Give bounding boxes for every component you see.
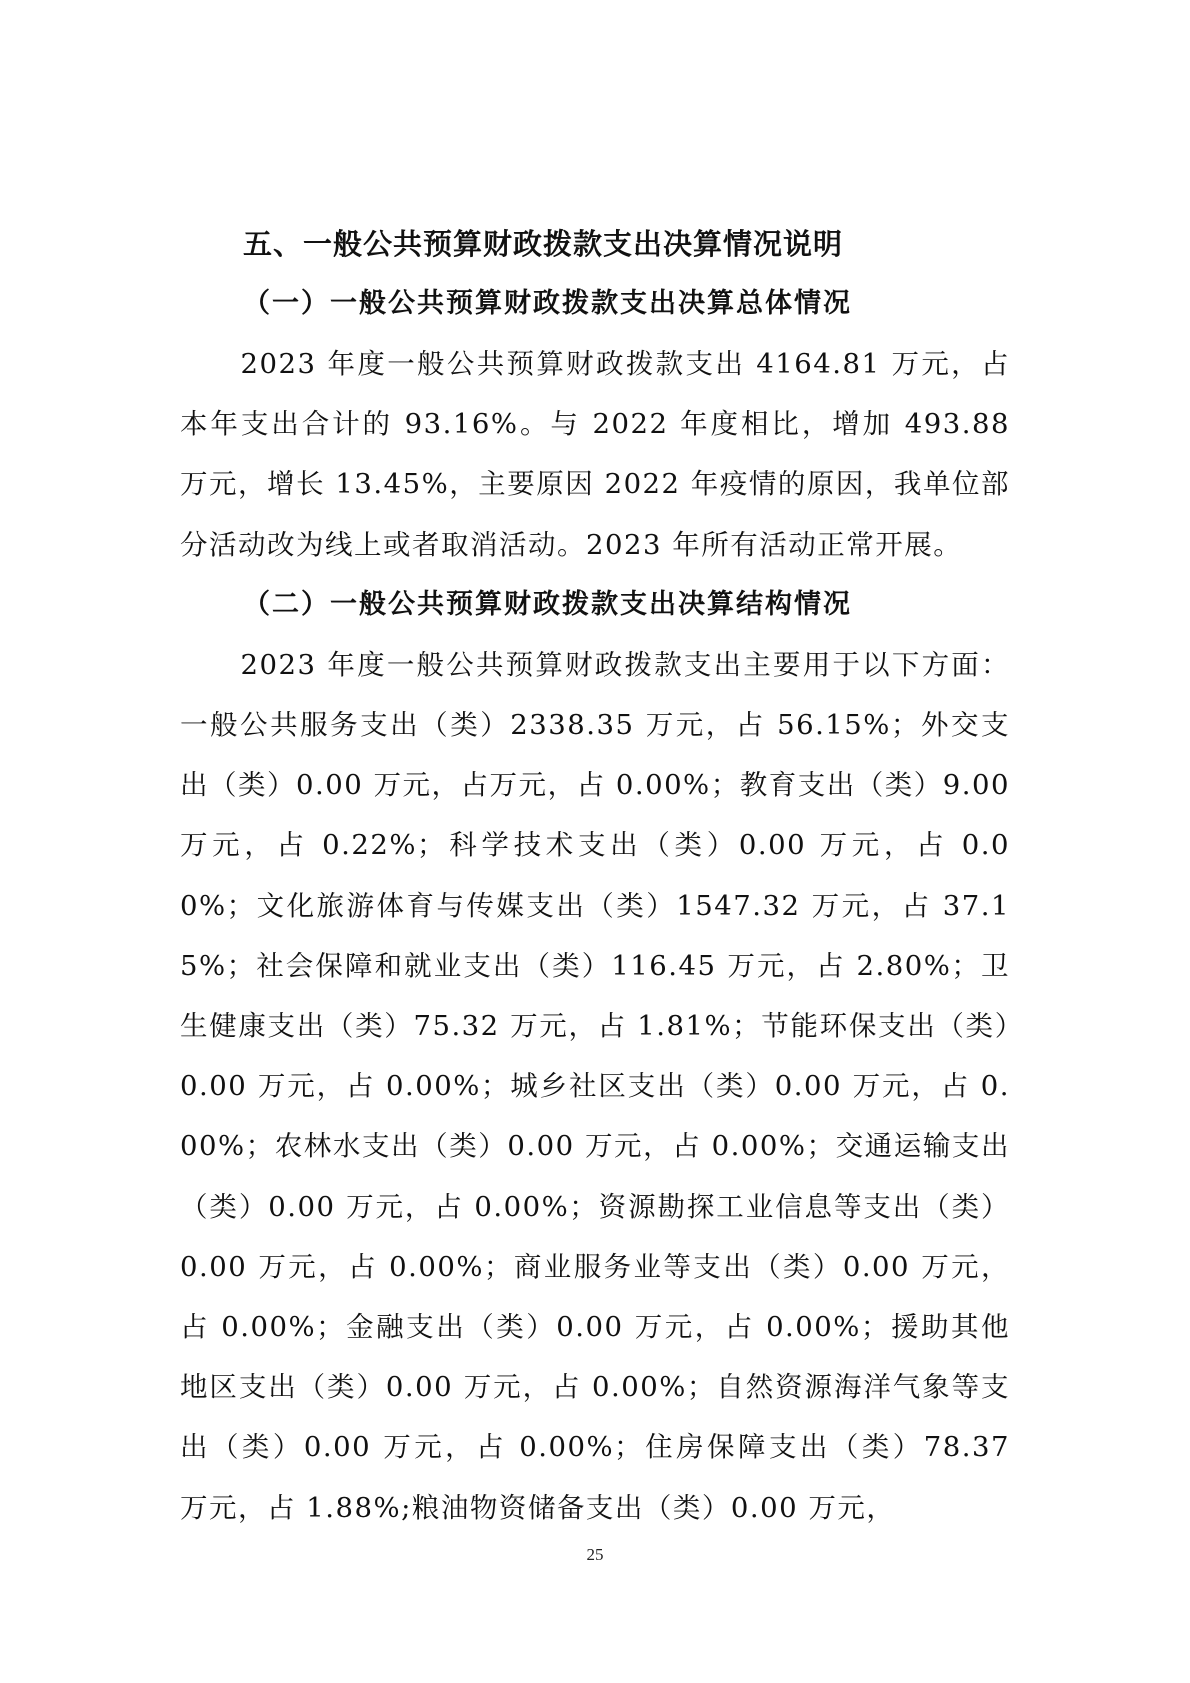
page-number: 25 xyxy=(586,1545,604,1564)
subsection-2-paragraph: 2023 年度一般公共预算财政拨款支出主要用于以下方面：一般公共服务支出（类）2338.35 万元，占 56.15%；外交支出（类）0.00 万元，占万元，占 0.00%；教育支出（类）9.00 万元，占 0.22%；科学技术支出（类）0.00 万元，占 0.00%；文化旅游体育与传媒支出（类）1547.32 万元，占 37.15%；社会保障和就业支出（类）116.45 万元，占 2.80%；卫生健康支出（类）75.32 万元，占 1.81%；节能环保支出（类）0.00 万元，占 0.00%；城乡社区支出（类）0.00 万元，占 0.00%；农林水支出（类）0.00 万元，占 0.00%；交通运输支出（类）0.00 万元，占 0.00%；资源勘探工业信息等支出（类）0.00 万元，占 0.00%；商业服务业等支出（类）0.00 万元，占 0.00%；金融支出（类）0.00 万元，占 0.00%；援助其他地区支出（类）0.00 万元，占 0.00%；自然资源海洋气象等支出（类）0.00 万元，占 0.00%；住房保障支出（类）78.37 万元，占 1.88%;粮油物资储备支出（类）0.00 万元， xyxy=(180,648,1010,1524)
subsection-2-title: （二）一般公共预算财政拨款支出决算结构情况 xyxy=(243,588,852,620)
page-content xyxy=(180,214,1010,1538)
subsection-1-paragraph: 2023 年度一般公共预算财政拨款支出 4164.81 万元，占本年支出合计的 93.16%。与 2022 年度相比，增加 493.88 万元，增长 13.45%，主要原因 2022 年疫情的原因，我单位部分活动改为线上或者取消活动。2023 年所有活动正常开展。 xyxy=(180,348,1010,561)
section-title: 五、一般公共预算财政拨款支出决算情况说明 xyxy=(243,227,844,261)
subsection-1-title: （一）一般公共预算财政拨款支出决算总体情况 xyxy=(243,288,852,319)
